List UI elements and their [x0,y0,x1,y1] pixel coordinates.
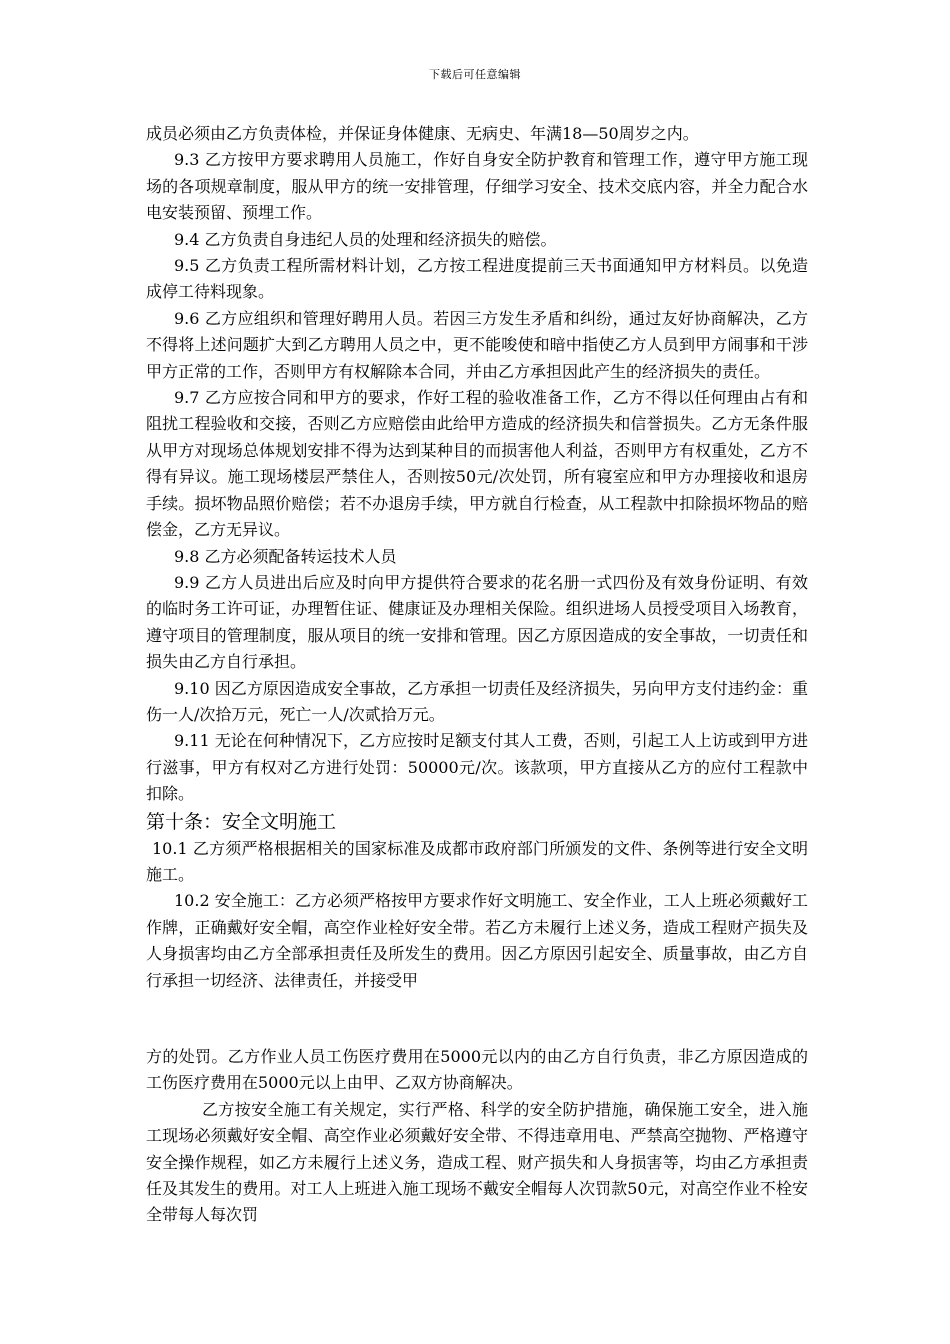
document-body-part1 [146,121,808,994]
clause-9-6: 9.6 乙方应组织和管理好聘用人员。若因三方发生矛盾和纠纷，通过友好协商解决，乙方不得将上述问题扩大到乙方聘用人员之中，更不能唆使和暗中指使乙方人员到甲方闹事和干涉甲方正常的工作，否则甲方有权解除本合同，并由乙方承担因此产生的经济损失的责任。 [146,308,808,381]
clause-9-11: 9.11 无论在何种情况下，乙方应按时足额支付其人工费，否则，引起工人上访或到甲方进行滋事，甲方有权对乙方进行处罚：50000元/次。该款项，甲方直接从乙方的应付工程款中扣除。 [146,731,808,804]
clause-9-8: 9.8 乙方必须配备转运技术人员 [174,546,397,566]
clause-10-1: 10.1 乙方须严格根据相关的国家标准及成都市政府部门所颁发的文件、条例等进行安全文明施工。 [146,838,808,884]
clause-9-3: 9.3 乙方按甲方要求聘用人员施工，作好自身安全防护教育和管理工作，遵守甲方施工现场的各项规章制度，服从甲方的统一安排管理，仔细学习安全、技术交底内容，并全力配合水电安装预留、预埋工作。 [146,150,808,223]
section-heading-article-10: 第十条：安全文明施工 [146,810,337,833]
safety-paragraph: 乙方按安全施工有关规定，实行严格、科学的安全防护措施，确保施工安全，进入施工现场必须戴好安全帽、高空作业必须戴好安全带、不得违章用电、严禁高空抛物、严格遵守安全操作规程，如乙方未履行上述义务，造成工程、财产损失和人身损害等，均由乙方承担责任及其发生的费用。对工人上班进入施工现场不戴安全帽每人次罚款50元，对高空作业不栓安全带每人每次罚 [146,1099,808,1225]
clause-9-4: 9.4 乙方负责自身违纪人员的处理和经济损失的赔偿。 [174,229,557,249]
page-header: 下载后可任意编辑 [429,68,521,81]
clause-9-5: 9.5 乙方负责工程所需材料计划，乙方按工程进度提前三天书面通知甲方材料员。以免造成停工待料现象。 [146,256,808,302]
document-body-part2 [146,1044,808,1229]
paragraph-continuation-2: 方的处罚。乙方作业人员工伤医疗费用在5000元以内的由乙方自行负责，非乙方原因造成的工伤医疗费用在5000元以上由甲、乙双方协商解决。 [146,1047,808,1093]
clause-9-10: 9.10 因乙方原因造成安全事故，乙方承担一切责任及经济损失，另向甲方支付违约金：重伤一人/次拾万元，死亡一人/次贰拾万元。 [146,678,808,724]
clause-10-2: 10.2 安全施工：乙方必须严格按甲方要求作好文明施工、安全作业，工人上班必须戴好工作牌，正确戴好安全帽，高空作业栓好安全带。若乙方未履行上述义务，造成工程财产损失及人身损害均由乙方全部承担责任及所发生的费用。因乙方原因引起安全、质量事故，由乙方自行承担一切经济、法律责任，并接受甲 [146,891,808,990]
paragraph-continuation: 成员必须由乙方负责体检，并保证身体健康、无病史、年满18—50周岁之内。 [146,124,699,143]
clause-9-7: 9.7 乙方应按合同和甲方的要求，作好工程的验收准备工作，乙方不得以任何理由占有和阻扰工程验收和交接，否则乙方应赔偿由此给甲方造成的经济损失和信誉损失。乙方无条件服从甲方对现场总体规划安排不得为达到某种目的而损害他人利益，否则甲方有权重处，乙方不得有异议。施工现场楼层严禁住人，否则按50元/次处罚，所有寝室应和甲方办理接收和退房手续。损坏物品照价赔偿；若不办退房手续，甲方就自行检查，从工程款中扣除损坏物品的赔偿金，乙方无异议。 [146,388,808,540]
clause-9-9: 9.9 乙方人员进出后应及时向甲方提供符合要求的花名册一式四份及有效身份证明、有效的临时务工许可证，办理暂住证、健康证及办理相关保险。组织进场人员授受项目入场教育，遵守项目的管理制度，服从项目的统一安排和管理。因乙方原因造成的安全事故，一切责任和损失由乙方自行承担。 [146,572,808,672]
